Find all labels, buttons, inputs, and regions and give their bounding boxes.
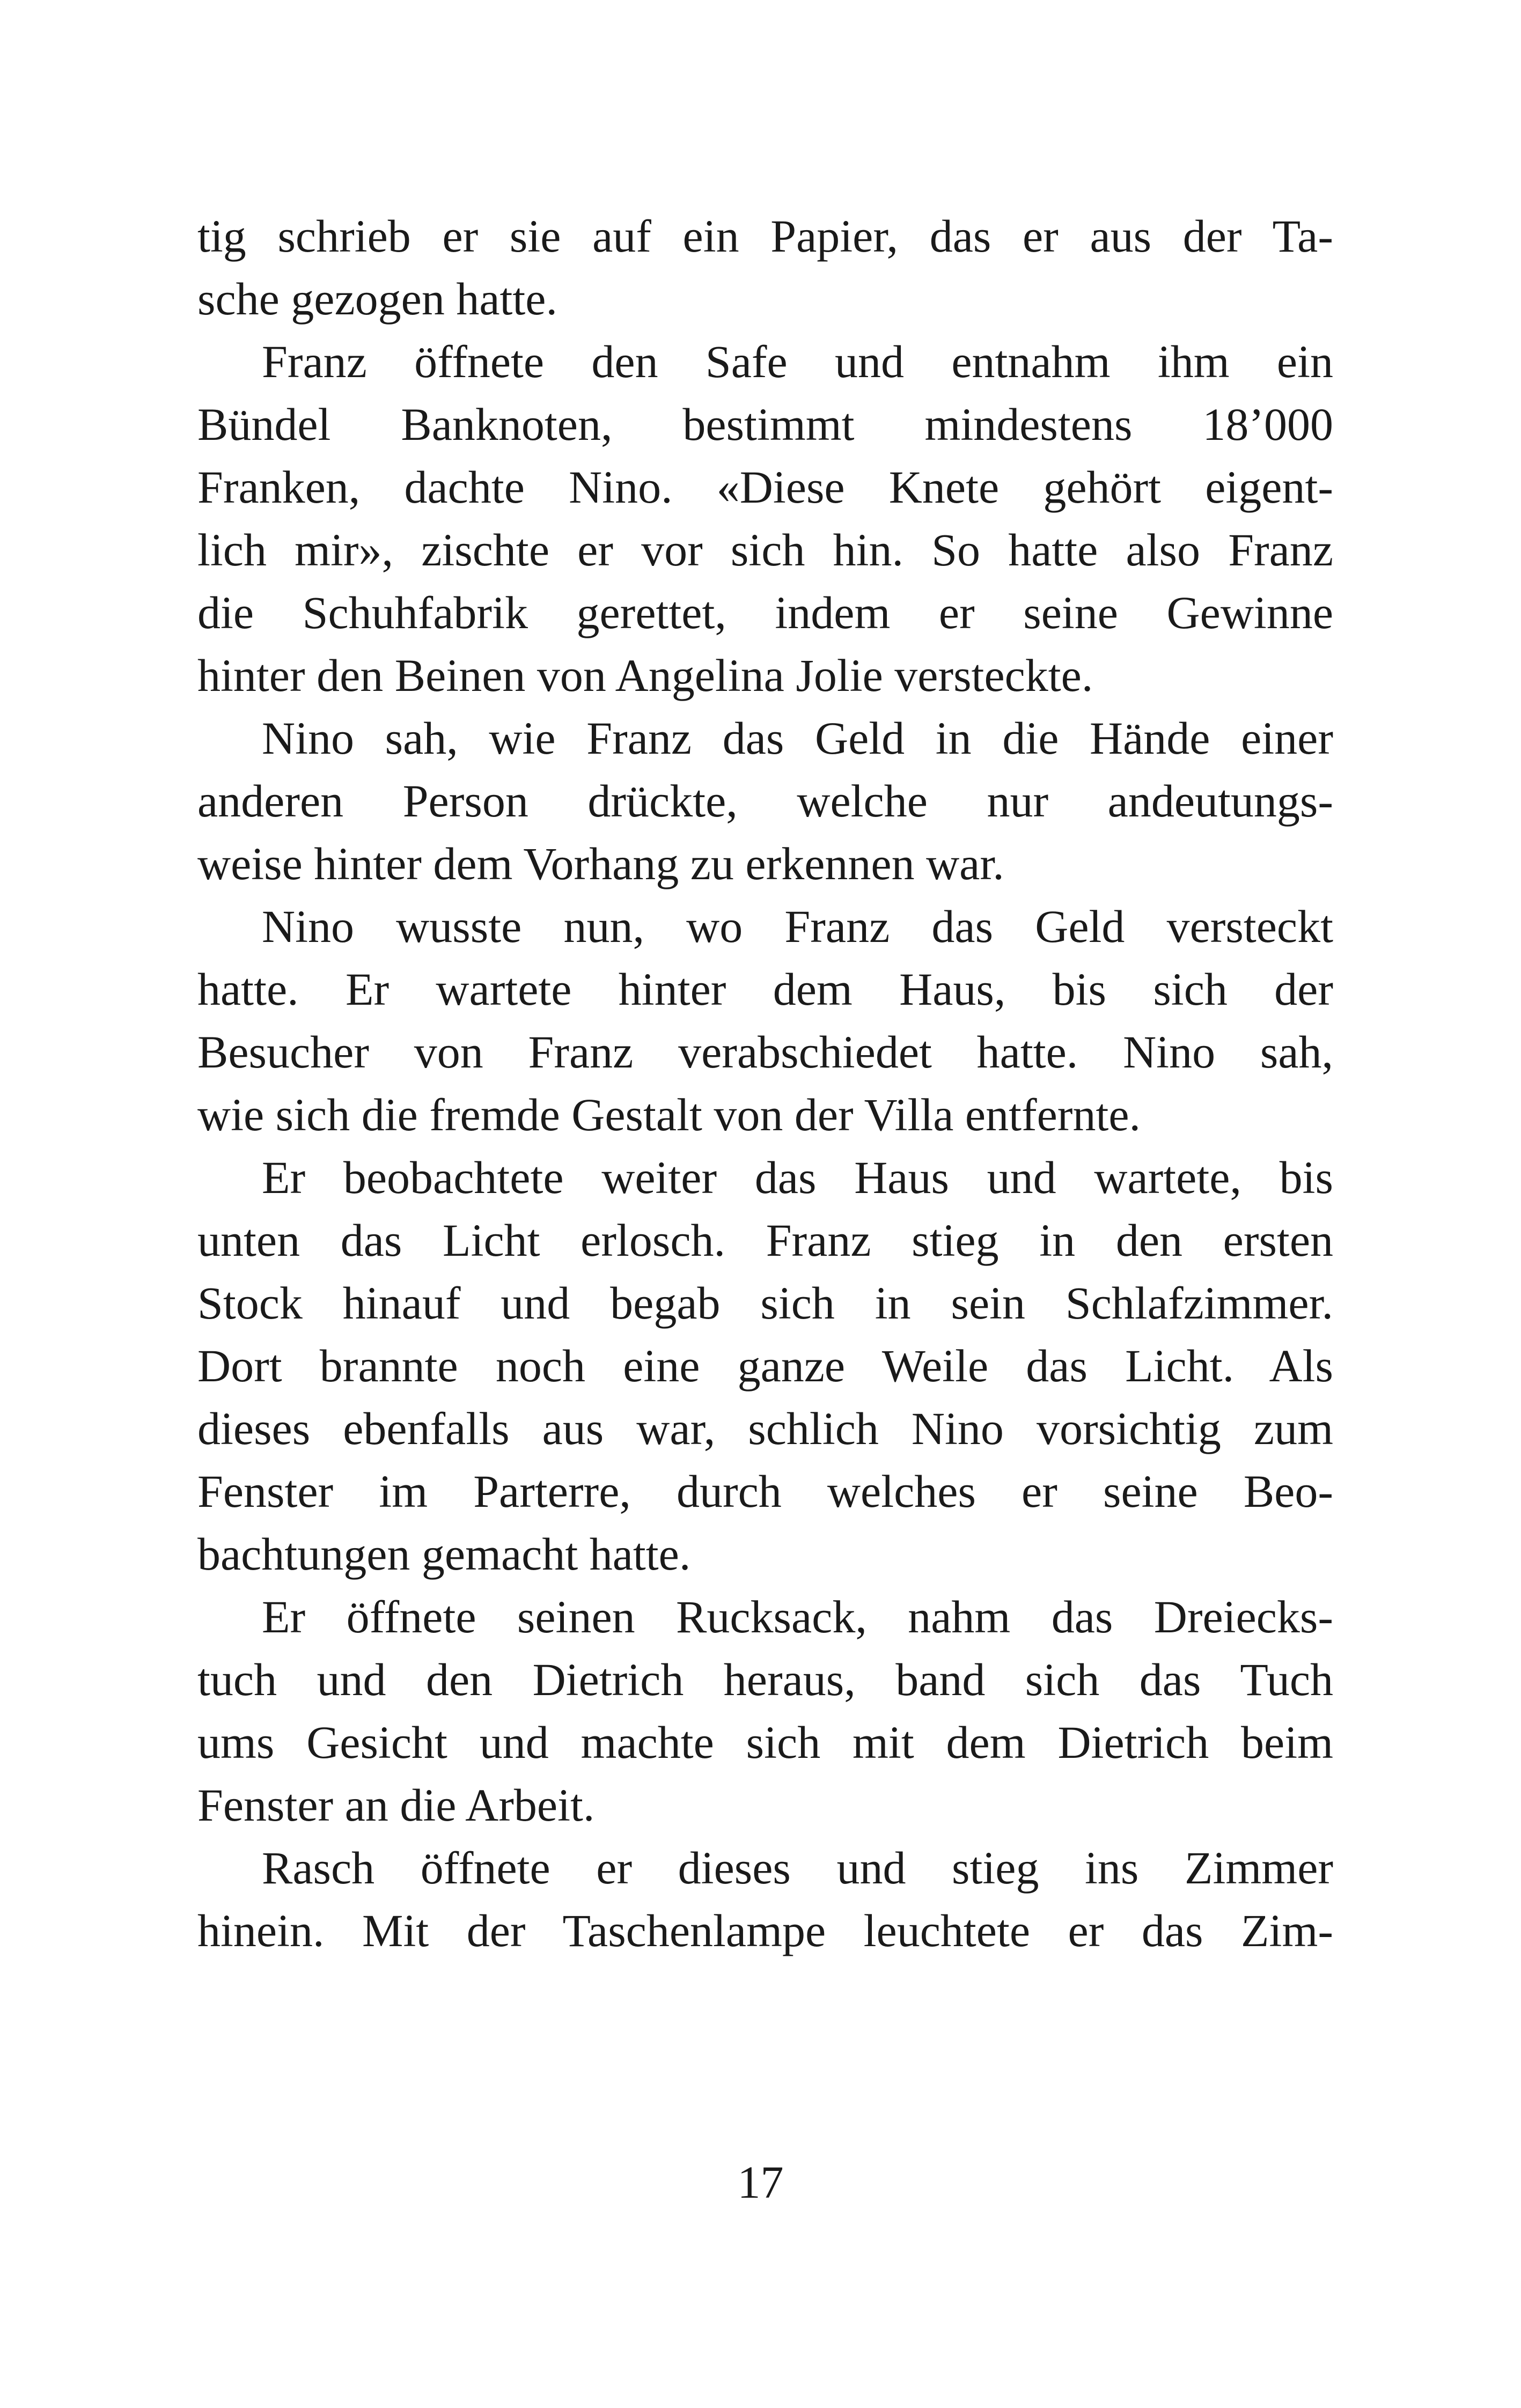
text-line: unten das Licht erlosch. Franz stieg in den ersten [197,1214,1333,1266]
text-line: bachtungen gemacht hatte. [197,1528,691,1580]
text-line: anderen Person drückte, welche nur andeutungs- [197,775,1333,827]
text-line: die Schuhfabrik gerettet, indem er seine Gewinne [197,587,1333,638]
text-line: weise hinter dem Vorhang zu erkennen war. [197,838,1004,889]
text-line: ums Gesicht und machte sich mit dem Dietrich beim [197,1717,1333,1768]
text-line: Dort brannte noch eine ganze Weile das Licht. Als [197,1340,1333,1391]
text-line: Rasch öffnete er dieses und stieg ins Zimmer [262,1842,1333,1894]
body-text [197,205,1333,1962]
text-line: Besucher von Franz verabschiedet hatte. Nino sah, [197,1026,1333,1078]
text-line: dieses ebenfalls aus war, schlich Nino vorsichtig zum [197,1403,1333,1454]
text-line: tig schrieb er sie auf ein Papier, das er aus der Ta- [197,210,1333,262]
text-line: Er beobachtete weiter das Haus und wartete, bis [262,1152,1333,1203]
text-line: Bündel Banknoten, bestimmt mindestens 18’000 [197,399,1333,450]
text-line: tuch und den Dietrich heraus, band sich das Tuch [197,1654,1333,1705]
text-line: Stock hinauf und begab sich in sein Schlafzimmer. [197,1277,1333,1329]
text-line: Nino wusste nun, wo Franz das Geld versteckt [262,901,1333,952]
text-line: lich mir», zischte er vor sich hin. So hatte also Franz [197,524,1333,576]
text-line: hinein. Mit der Taschenlampe leuchtete er das Zim- [197,1905,1333,1956]
text-line: hatte. Er wartete hinter dem Haus, bis sich der [197,963,1333,1015]
text-line: Fenster an die Arbeit. [197,1779,595,1831]
text-line: Franz öffnete den Safe und entnahm ihm ein [262,336,1333,387]
text-line: sche gezogen hatte. [197,273,557,325]
text-line: hinter den Beinen von Angelina Jolie versteckte. [197,650,1093,701]
text-line: wie sich die fremde Gestalt von der Villa entfernte. [197,1089,1141,1140]
page-number: 17 [737,2156,784,2208]
text-line: Franken, dachte Nino. «Diese Knete gehört eigent- [197,461,1333,513]
text-line: Fenster im Parterre, durch welches er seine Beo- [197,1466,1333,1517]
text-line: Er öffnete seinen Rucksack, nahm das Dreiecks- [262,1591,1333,1643]
text-line: Nino sah, wie Franz das Geld in die Hände einer [262,712,1333,764]
